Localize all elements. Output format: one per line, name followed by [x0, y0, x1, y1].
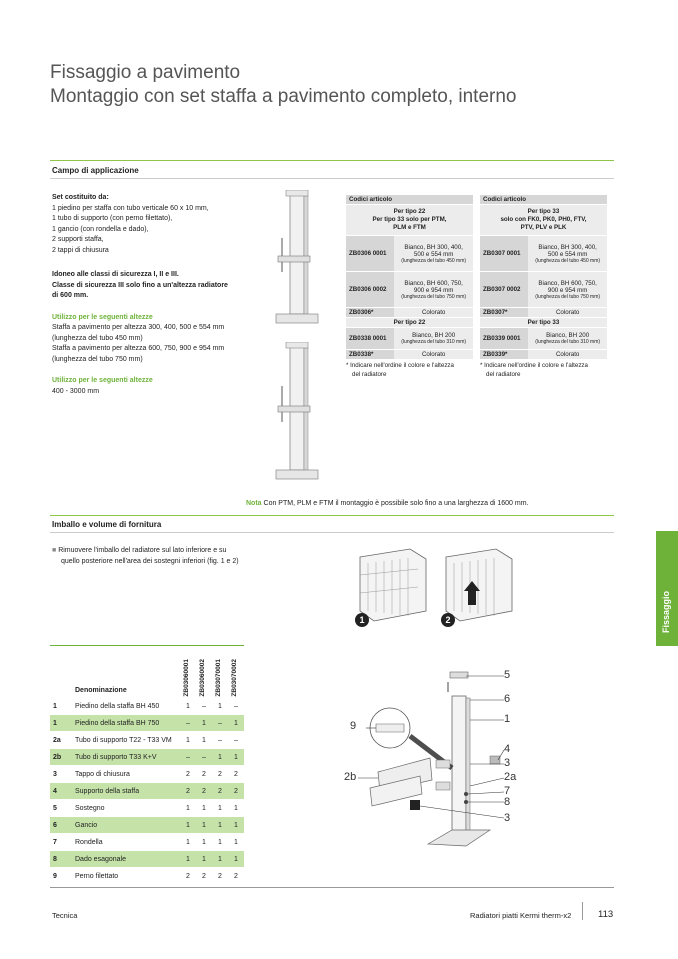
- section-label-application: Campo di applicazione: [52, 166, 139, 175]
- footer-right: Radiatori piatti Kermi therm-x2: [470, 911, 572, 920]
- part-quantity: 1: [228, 715, 244, 732]
- part-number: 5: [50, 800, 72, 817]
- article-desc: Colorato: [528, 308, 607, 318]
- footer-left: Tecnica: [52, 911, 78, 920]
- fig-number-2: 2: [445, 615, 451, 625]
- part-number: 7: [50, 834, 72, 851]
- codes-footnote: [346, 362, 473, 379]
- side-tab[interactable]: [656, 531, 678, 646]
- codes-type-cell: [480, 205, 607, 236]
- part-name: Supporto della staffa: [72, 783, 180, 800]
- desc-sub: (lunghezza del tubo 750 mm): [401, 293, 467, 300]
- table-row: [50, 766, 244, 783]
- section-rule: [50, 515, 614, 516]
- desc-line: Bianco, BH 300, 400,: [538, 243, 597, 251]
- callout-6: 6: [504, 693, 511, 705]
- col-code-header: ZB03060001: [183, 659, 190, 697]
- set-heading: Set costituito da:: [52, 194, 109, 201]
- col-code-header: ZB03060002: [199, 659, 206, 697]
- heights-line: (lunghezza del tubo 450 mm): [52, 334, 143, 342]
- part-quantity: 1: [180, 732, 196, 749]
- set-item: 1 tubo di supporto (con perno filettato),: [52, 215, 173, 222]
- codes-table-left: [346, 195, 473, 379]
- part-number: 1: [50, 715, 72, 732]
- callout-2a: 2a: [504, 771, 517, 783]
- callout-3a: 3: [504, 757, 511, 769]
- codes-type-line: solo con FK0, PK0, PH0, FTV,: [500, 216, 587, 223]
- desc-sub: (lunghezza del tubo 310 mm): [401, 339, 467, 345]
- part-quantity: –: [180, 715, 196, 732]
- codes-header: Codici articolo: [346, 195, 473, 205]
- part-number: 3: [50, 766, 72, 783]
- article-desc: [394, 328, 473, 350]
- page-number: 113: [598, 909, 614, 920]
- desc-line: 900 e 954 mm: [547, 286, 588, 294]
- heights2-heading: Utilizzo per le seguenti altezze: [52, 377, 153, 384]
- part-quantity: 2: [180, 766, 196, 783]
- table-row: [50, 868, 244, 885]
- part-quantity: 1: [180, 800, 196, 817]
- footer-rule: [50, 887, 614, 888]
- part-quantity: –: [228, 698, 244, 715]
- codes-type-line: Per tipo 22: [393, 208, 426, 215]
- part-name: Tappo di chiusura: [72, 766, 180, 783]
- part-quantity: 2: [180, 783, 196, 800]
- desc-line: 500 e 554 mm: [413, 250, 454, 258]
- classes-line: Idoneo alle classi di sicurezza I, II e III.: [52, 271, 179, 278]
- desc-sub: (lunghezza del tubo 750 mm): [535, 293, 601, 300]
- classes-line: Classe di sicurezza III solo fino a un'altezza radiatore: [52, 281, 228, 289]
- radiator-figure-1: [352, 545, 434, 630]
- codes-type2: Per tipo 22: [346, 318, 473, 328]
- part-name: Perno filettato: [72, 868, 180, 885]
- col-code-header: ZB03070002: [231, 659, 238, 697]
- instruction-line: quello posteriore nell'area dei sostegni inferiori (fig. 1 e 2): [61, 557, 239, 565]
- part-quantity: 1: [212, 851, 228, 868]
- article-code: ZB0306 0002: [346, 272, 394, 308]
- part-quantity: 1: [228, 817, 244, 834]
- section-rule-top: [50, 160, 614, 161]
- part-quantity: 2: [196, 868, 212, 885]
- part-quantity: 2: [212, 783, 228, 800]
- article-code: ZB0307 0001: [480, 236, 528, 272]
- section-divider: [50, 532, 614, 533]
- heights-heading: Utilizzo per le seguenti altezze: [52, 313, 153, 321]
- footnote-line: * Indicare nell'ordine il colore e l'altezza: [346, 362, 454, 369]
- part-name: Tubo di supporto T33 K+V: [72, 749, 180, 766]
- part-quantity: 2: [228, 783, 244, 800]
- title-line-1: Fissaggio a pavimento: [50, 62, 241, 83]
- desc-line: 900 e 954 mm: [413, 286, 454, 294]
- codes-header: Codici articolo: [480, 195, 607, 205]
- section-divider: [50, 178, 614, 179]
- table-row: [50, 715, 244, 732]
- assembly-diagram: [340, 668, 530, 868]
- part-name: Tubo di supporto T22 - T33 VM: [72, 732, 180, 749]
- table-row: [50, 732, 244, 749]
- part-quantity: 1: [212, 698, 228, 715]
- callout-4: 4: [504, 743, 511, 755]
- col-name-header: Denominazione: [50, 646, 180, 698]
- part-quantity: 2: [196, 766, 212, 783]
- part-quantity: 1: [212, 800, 228, 817]
- desc-sub: (lunghezza del tubo 450 mm): [535, 257, 601, 264]
- part-quantity: 1: [196, 715, 212, 732]
- classes-line: di 600 mm.: [52, 292, 89, 299]
- heights-line: Staffa a pavimento per altezza 300, 400, 500 e 554 mm: [52, 324, 225, 331]
- part-name: Piedino della staffa BH 750: [72, 715, 180, 732]
- title-line-2: Montaggio con set staffa a pavimento completo, interno: [50, 86, 517, 107]
- part-quantity: 2: [212, 766, 228, 783]
- callout-7: 7: [504, 785, 511, 797]
- floor-bracket-image-750: [268, 342, 328, 484]
- article-desc: Colorato: [394, 308, 473, 318]
- article-desc: [394, 272, 473, 308]
- table-row: [50, 749, 244, 766]
- article-code: ZB0338 0001: [346, 328, 394, 350]
- note-text: Con PTM, PLM e FTM il montaggio è possibile solo fino a una larghezza di 1600 mm.: [263, 500, 529, 507]
- desc-line: 500 e 554 mm: [547, 250, 588, 258]
- heights2-value: 400 - 3000 mm: [52, 387, 100, 395]
- desc-line: Bianco, BH 200: [412, 332, 456, 339]
- article-code: ZB0307 0002: [480, 272, 528, 308]
- packaging-instruction: [52, 546, 282, 567]
- table-row: [50, 800, 244, 817]
- desc-line: Bianco, BH 200: [546, 332, 590, 339]
- part-number: 4: [50, 783, 72, 800]
- part-number: 6: [50, 817, 72, 834]
- article-code: ZB0307*: [480, 308, 528, 318]
- callout-1: 1: [504, 713, 511, 725]
- part-quantity: 1: [212, 834, 228, 851]
- callout-8: 8: [504, 796, 511, 808]
- part-quantity: 2: [212, 868, 228, 885]
- callout-9: 9: [350, 720, 357, 732]
- part-quantity: –: [196, 698, 212, 715]
- article-code: ZB0306 0001: [346, 236, 394, 272]
- part-name: Dado esagonale: [72, 851, 180, 868]
- footnote-line: * Indicare nell'ordine il colore e l'altezza: [480, 362, 588, 369]
- part-quantity: –: [196, 749, 212, 766]
- article-desc: [528, 328, 607, 350]
- part-number: 1: [50, 698, 72, 715]
- floor-bracket-image-450: [268, 190, 328, 330]
- codes-type-line: PTV, PLV e PLK: [520, 224, 567, 231]
- article-code: ZB0339 0001: [480, 328, 528, 350]
- part-quantity: –: [212, 732, 228, 749]
- table-row: [50, 851, 244, 868]
- codes-type-line: Per tipo 33: [527, 208, 560, 215]
- part-quantity: 1: [180, 834, 196, 851]
- part-quantity: 1: [228, 851, 244, 868]
- part-quantity: 1: [180, 698, 196, 715]
- table-row: [50, 783, 244, 800]
- col-code-header: ZB03070001: [215, 659, 222, 697]
- callout-3b: 3: [504, 812, 511, 824]
- part-quantity: 1: [180, 817, 196, 834]
- part-quantity: 1: [212, 817, 228, 834]
- part-quantity: 1: [228, 749, 244, 766]
- codes-type-line: PLM e FTM: [393, 224, 426, 231]
- part-quantity: 1: [196, 732, 212, 749]
- part-quantity: 2: [228, 766, 244, 783]
- application-text: [52, 193, 252, 397]
- part-quantity: –: [212, 715, 228, 732]
- footnote-line: del radiatore: [352, 370, 387, 378]
- radiator-figure-2: [438, 545, 520, 630]
- article-desc: [528, 236, 607, 272]
- side-tab-label: Fissaggio: [661, 591, 671, 634]
- article-desc: [394, 236, 473, 272]
- article-code: ZB0338*: [346, 350, 394, 360]
- codes-type2: Per tipo 33: [480, 318, 607, 328]
- part-quantity: 1: [196, 834, 212, 851]
- part-quantity: 1: [180, 851, 196, 868]
- part-quantity: 1: [196, 800, 212, 817]
- codes-type-line: Per tipo 33 solo per PTM,: [372, 216, 447, 223]
- fig-number-1: 1: [359, 615, 365, 625]
- desc-sub: (lunghezza del tubo 310 mm): [535, 339, 601, 345]
- footer-divider: [582, 902, 583, 920]
- part-quantity: 1: [196, 817, 212, 834]
- desc-line: Bianco, BH 600, 750,: [404, 279, 463, 287]
- part-quantity: –: [228, 732, 244, 749]
- set-item: 1 piedino per staffa con tubo verticale 60 x 10 mm,: [52, 204, 209, 212]
- part-quantity: 2: [180, 868, 196, 885]
- codes-footnote: [480, 362, 607, 379]
- article-desc: Colorato: [528, 350, 607, 360]
- table-row: [50, 817, 244, 834]
- part-name: Piedino della staffa BH 450: [72, 698, 180, 715]
- part-quantity: 2: [228, 868, 244, 885]
- part-number: 2b: [50, 749, 72, 766]
- instruction-line: Rimuovere l'imballo del radiatore sul lato inferiore e su: [58, 547, 227, 554]
- part-number: 8: [50, 851, 72, 868]
- set-item: 2 supporti staffa,: [52, 236, 104, 243]
- callout-2b: 2b: [344, 771, 357, 783]
- part-quantity: 1: [196, 851, 212, 868]
- heights-line: Staffa a pavimento per altezza 600, 750, 900 e 954 mm: [52, 345, 225, 352]
- codes-table-right: [480, 195, 607, 379]
- callout-5: 5: [504, 669, 511, 681]
- article-desc: [528, 272, 607, 308]
- part-quantity: 2: [196, 783, 212, 800]
- set-item: 2 tappi di chiusura: [52, 246, 109, 254]
- codes-type-cell: [346, 205, 473, 236]
- part-quantity: 1: [228, 800, 244, 817]
- part-name: Sostegno: [72, 800, 180, 817]
- page-title: [50, 61, 516, 109]
- bullet-icon: ■: [52, 547, 57, 554]
- desc-sub: (lunghezza del tubo 450 mm): [401, 257, 467, 264]
- note-label: Nota: [246, 500, 262, 507]
- article-code: ZB0306*: [346, 308, 394, 318]
- article-desc: Colorato: [394, 350, 473, 360]
- part-name: Rondella: [72, 834, 180, 851]
- note: [246, 500, 528, 507]
- heights-line: (lunghezza del tubo 750 mm): [52, 355, 143, 363]
- footnote-line: del radiatore: [486, 370, 521, 378]
- section-label-packaging: Imballo e volume di fornitura: [52, 520, 162, 529]
- table-row: [50, 834, 244, 851]
- part-quantity: 1: [212, 749, 228, 766]
- part-name: Gancio: [72, 817, 180, 834]
- desc-line: Bianco, BH 600, 750,: [538, 279, 597, 287]
- parts-table: [50, 645, 244, 885]
- part-number: 2a: [50, 732, 72, 749]
- desc-line: Bianco, BH 300, 400,: [404, 243, 463, 251]
- part-quantity: 1: [228, 834, 244, 851]
- article-code: ZB0339*: [480, 350, 528, 360]
- set-item: 1 gancio (con rondella e dado),: [52, 225, 149, 233]
- part-number: 9: [50, 868, 72, 885]
- table-row: [50, 698, 244, 715]
- part-quantity: –: [180, 749, 196, 766]
